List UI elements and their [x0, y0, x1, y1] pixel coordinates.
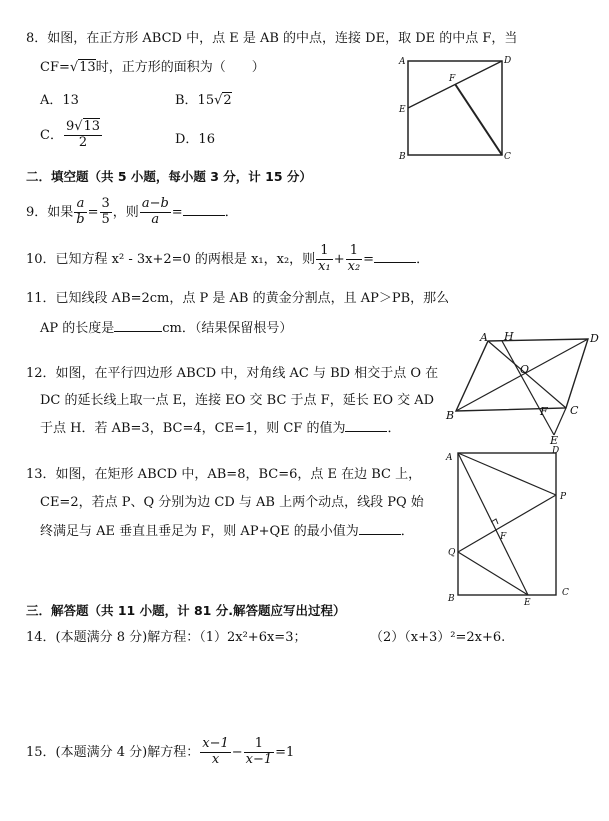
segment-cf — [455, 84, 502, 155]
label-Q: Q — [448, 548, 456, 558]
q11-line2 — [40, 319, 292, 337]
sqrt-symbol: √ — [214, 93, 223, 108]
q9-fraction-target — [140, 197, 171, 228]
q12-end: ． — [387, 421, 401, 436]
q13-rectangle-figure — [440, 445, 590, 605]
q10-fraction-2 — [346, 244, 363, 275]
q15-frac1-num: x−1 — [202, 736, 229, 751]
q8-option-d: D．16 — [175, 132, 215, 147]
q9 — [26, 197, 238, 228]
q13-line3 — [40, 522, 414, 540]
q9-frac3-den: a — [151, 211, 160, 227]
label-B: B — [399, 152, 406, 162]
q14-part1: 14．(本题满分 8 分)解方程：（1）2x²+6x=3； — [26, 630, 307, 645]
q15-frac1-den: x — [211, 751, 220, 767]
segment-pq — [458, 495, 556, 552]
q15-equals-one: =1 — [275, 744, 295, 760]
q11-answer-blank[interactable] — [114, 319, 162, 332]
q12-line2: DC 的延长线上取一点 E，连接 EO 交 BC 于点 F，延长 EO 交 AD — [40, 393, 435, 408]
q8-option-c-radicand: 13 — [83, 119, 101, 134]
q12-question: 于点 H．若 AB=3，BC=4，CE=1，则 CF 的值为 — [40, 421, 346, 436]
q9-frac2-num: 3 — [101, 196, 110, 211]
label-H: H — [504, 330, 514, 343]
label-B: B — [446, 409, 455, 422]
label-O: O — [520, 363, 530, 376]
q10-plus: + — [333, 251, 345, 267]
label-D: D — [552, 446, 560, 456]
q13-line2: CE=2，若点 P、Q 分别为边 CD 与 AB 上两个动点，线段 PQ 始 — [40, 495, 424, 510]
q11-line1: 11．已知线段 AB=2cm，点 P 是 AB 的黄金分割点，且 AP＞PB，那么 — [26, 291, 450, 306]
q10-answer-blank[interactable] — [374, 250, 416, 263]
q10-equals: = — [363, 251, 375, 267]
q8-cf-label: CF= — [40, 60, 70, 75]
q9-end: ． — [224, 204, 238, 220]
q8-option-b — [175, 93, 232, 109]
q14-part2: （2）（x+3）²=2x+6. — [370, 630, 506, 645]
q9-then: ，则 — [112, 204, 139, 220]
q9-frac1-num: a — [74, 197, 86, 213]
q13-line1: 13．如图，在矩形 ABCD 中，AB=8，BC=6，点 E 在边 BC 上， — [26, 467, 422, 482]
segment-ap — [458, 453, 556, 495]
label-F: F — [540, 405, 548, 418]
q15-fraction-2 — [244, 737, 275, 768]
q8-option-c-coef: 9 — [65, 119, 75, 134]
q8-option-b-radicand: 2 — [223, 93, 232, 108]
q15-minus: − — [231, 744, 243, 760]
q11-ap-text: AP 的长度是 — [40, 321, 115, 336]
label-A: A — [480, 331, 488, 344]
label-E: E — [524, 598, 531, 605]
q9-fraction-a-over-b — [74, 197, 86, 228]
q9-frac3-num: a−b — [141, 196, 169, 211]
q9-frac1-den: b — [76, 211, 85, 227]
label-C: C — [504, 152, 511, 162]
label-E: E — [399, 105, 406, 115]
label-A: A — [399, 57, 406, 67]
q10-frac2-den: x₂ — [347, 258, 361, 274]
label-D: D — [590, 332, 599, 345]
q15 — [26, 737, 294, 768]
line-he — [502, 341, 554, 435]
q12-line3 — [40, 419, 400, 437]
label-F: F — [500, 532, 507, 542]
sqrt-symbol: √ — [74, 119, 83, 134]
q10-end: ． — [416, 251, 430, 267]
q15-frac2-den: x−1 — [245, 751, 273, 767]
q10 — [26, 244, 429, 275]
sqrt-symbol: √ — [69, 60, 79, 75]
label-B: B — [448, 594, 455, 604]
q8-question: 时，正方形的面积为（ ） — [95, 60, 265, 75]
q8-cf-radicand: 13 — [79, 60, 96, 75]
q10-frac1-den: x₁ — [318, 258, 331, 274]
q8-option-c-fraction — [64, 120, 102, 151]
q8-line2 — [40, 60, 265, 76]
label-D: D — [504, 56, 512, 66]
q12-answer-blank[interactable] — [345, 419, 387, 432]
q9-fraction-3-over-5 — [100, 197, 112, 228]
q15-frac2-num: 1 — [244, 737, 275, 753]
q9-prefix: 9．如果 — [26, 204, 74, 220]
q8-option-c-label: C． — [40, 127, 63, 143]
q15-prefix: 15．(本题满分 4 分)解方程： — [26, 744, 200, 760]
q10-frac1-num: 1 — [316, 244, 333, 260]
q10-frac2-num: 1 — [346, 244, 363, 260]
q10-fraction-1 — [316, 244, 333, 275]
q9-answer-blank[interactable] — [183, 203, 225, 216]
q8-option-c-den: 2 — [78, 134, 88, 150]
q10-prefix: 10．已知方程 x² - 3x+2=0 的两根是 x₁，x₂，则 — [26, 251, 316, 267]
q8-square-figure — [396, 55, 514, 163]
q13-end: ． — [400, 524, 414, 539]
q8-option-a: A．13 — [40, 93, 79, 108]
label-A: A — [446, 453, 453, 463]
section-2-heading: 二．填空题（共 5 小题，每小题 3 分，计 15 分） — [26, 169, 312, 184]
label-C: C — [570, 404, 579, 417]
label-E: E — [550, 434, 559, 445]
q8-option-c — [40, 120, 103, 151]
label-C: C — [562, 588, 569, 598]
q12-parallelogram-figure — [440, 330, 605, 445]
q12-line1: 12．如图，在平行四边形 ABCD 中，对角线 AC 与 BD 相交于点 O 在 — [26, 366, 439, 381]
extension-ce — [554, 408, 566, 435]
q13-question: 终满足与 AE 垂直且垂足为 F，则 AP+QE 的最小值为 — [40, 524, 359, 539]
q15-fraction-1 — [200, 737, 231, 768]
q9-equals-2: = — [171, 204, 183, 220]
q8-option-b-text: B．15 — [175, 93, 215, 108]
label-P: P — [560, 492, 567, 502]
q11-unit: cm．（结果保留根号） — [162, 321, 293, 336]
q13-answer-blank[interactable] — [359, 522, 401, 535]
q9-equals: = — [87, 204, 99, 220]
section-3-heading: 三．解答题（共 11 小题，计 81 分.解答题应写出过程） — [26, 603, 346, 618]
label-F: F — [449, 74, 456, 84]
q9-frac2-den: 5 — [101, 211, 110, 227]
q8-line1: 8．如图，在正方形 ABCD 中，点 E 是 AB 的中点，连接 DE，取 DE 的中点 F，当 — [26, 31, 518, 46]
